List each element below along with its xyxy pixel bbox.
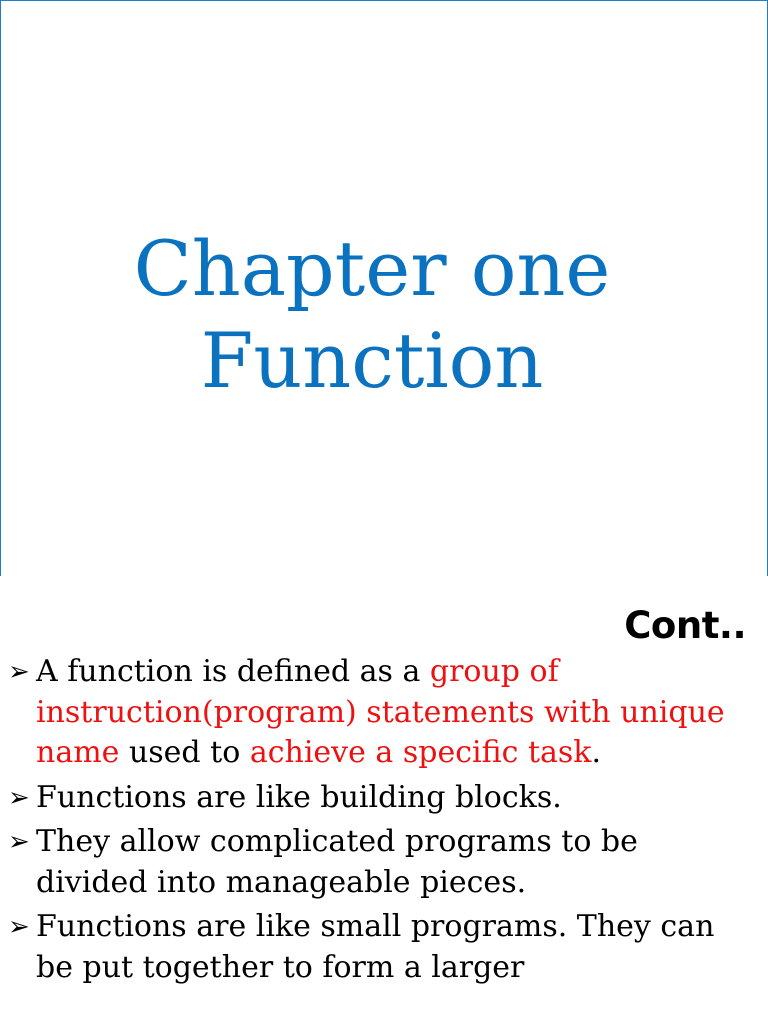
arrow-bullet-icon: ➢ <box>8 827 30 857</box>
text-segment: Functions are like small programs. They can be put together to form a larger <box>36 909 715 985</box>
bullet-item <box>8 778 748 819</box>
bullet-list <box>8 652 748 992</box>
title-line-1: Chapter one <box>133 224 611 313</box>
text-segment: Functions are like building blocks. <box>36 779 562 815</box>
slide-heading: Cont.. <box>624 604 746 647</box>
bullet-item <box>8 907 748 988</box>
slide-title <box>1 223 743 407</box>
text-segment: used to <box>119 735 250 770</box>
arrow-bullet-icon: ➢ <box>8 912 30 942</box>
title-line-2: Function <box>200 316 544 405</box>
highlight-segment: achieve a specific task <box>249 735 592 770</box>
bullet-item <box>8 822 748 903</box>
content-slide <box>0 576 768 1024</box>
text-segment: They allow complicated programs to be divided into manageable pieces. <box>36 824 638 900</box>
highlight-segment: group of instruction(program) statements with unique name <box>36 654 725 770</box>
bullet-item <box>8 652 748 774</box>
arrow-bullet-icon: ➢ <box>8 657 30 687</box>
arrow-bullet-icon: ➢ <box>8 782 30 813</box>
text-segment: . <box>591 735 602 770</box>
text-segment: A function is defined as a <box>36 654 430 689</box>
